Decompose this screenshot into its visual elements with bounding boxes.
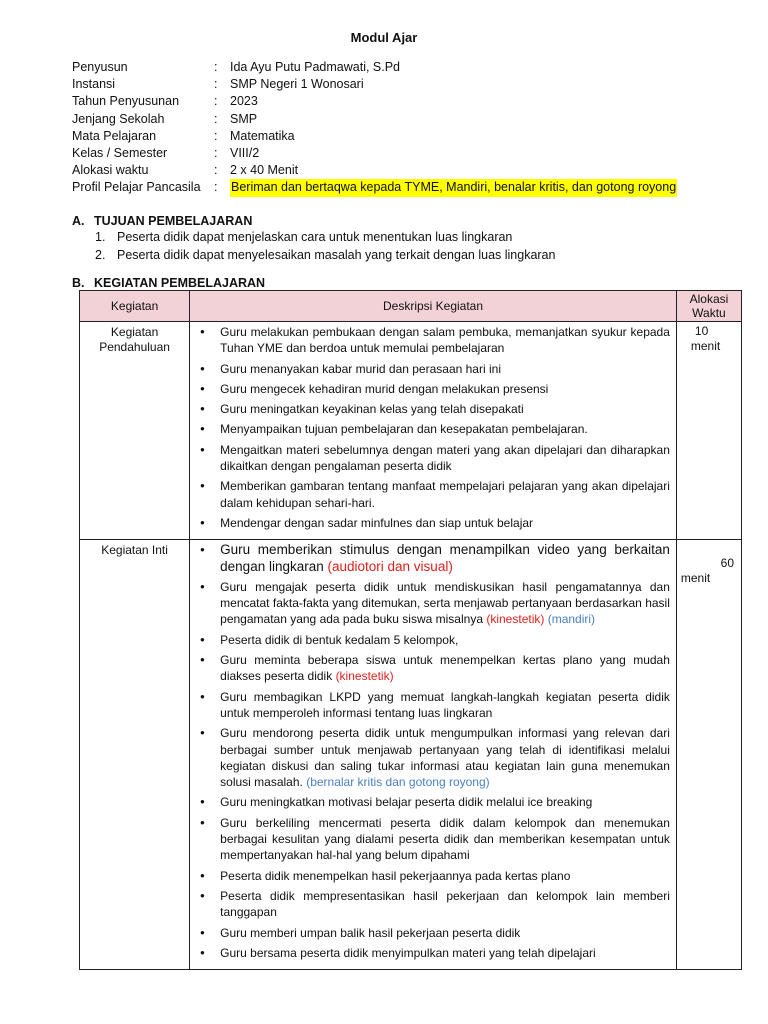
identity-label: Kelas / Semester xyxy=(72,145,168,160)
time-number: 60 xyxy=(720,556,734,571)
identity-label: Jenjang Sekolah xyxy=(72,111,165,126)
objective-item xyxy=(95,229,555,247)
activity-item xyxy=(220,478,670,511)
document-title: Modul Ajar xyxy=(350,30,418,45)
time-number: 10 xyxy=(694,324,709,338)
activity-text: Peserta didik mempresentasikan hasil pekerjaan dan kelompok lain memberi tanggapan xyxy=(220,888,670,920)
activity-item xyxy=(220,794,670,810)
activity-item xyxy=(220,442,670,475)
identity-value: SMP xyxy=(230,111,258,126)
identity-colon: : xyxy=(214,77,218,92)
activity-item xyxy=(220,324,670,357)
activity-text: Guru bersama peserta didik menyimpulkan materi yang telah dipelajari xyxy=(220,945,596,960)
section-a-title: TUJUAN PEMBELAJARAN xyxy=(94,214,253,228)
objective-number: 2. xyxy=(95,247,106,262)
activity-list xyxy=(190,540,676,969)
time-unit: menit xyxy=(690,339,721,353)
activity-item xyxy=(220,401,670,417)
identity-colon: : xyxy=(214,145,218,160)
header-alokasi: Alokasi Waktu xyxy=(676,291,741,322)
activity-item xyxy=(220,689,670,722)
activity-text: Guru memberi umpan balik hasil pekerjaan peserta didik xyxy=(220,925,521,940)
identity-label: Penyusun xyxy=(72,60,128,74)
activity-item xyxy=(220,868,670,884)
identity-value-highlighted: Beriman dan bertaqwa kepada TYME, Mandiri, benalar kritis, dan gotong royong xyxy=(230,179,677,196)
table-row-pendahuluan xyxy=(80,322,742,540)
phase-pendahuluan: Kegiatan Pendahuluan xyxy=(80,322,190,540)
identity-colon: : xyxy=(214,163,218,178)
activity-text: Peserta didik di bentuk kedalam 5 kelompok, xyxy=(220,632,459,647)
activity-text: Guru mengecek kehadiran murid dengan melakukan presensi xyxy=(220,381,549,396)
identity-colon: : xyxy=(214,60,218,74)
activity-text: Guru membagikan LKPD yang memuat langkah-langkah kegiatan peserta didik untuk memperoleh informasi tentang luas lingkaran xyxy=(220,689,670,720)
section-b-heading xyxy=(72,276,265,290)
objectives-list xyxy=(95,229,555,264)
activity-text: Guru mengajak peserta didik untuk mendiskusikan hasil pengamatannya dan mencatat fakta-fakta yang ditemukan, serta menjawab pertanyaan berdasarkan hasil pengamatan yang ada pada buku siswa misalnya xyxy=(220,579,670,627)
section-b-letter: B. xyxy=(72,276,85,290)
activity-text: Mendengar dengan sadar minfulnes dan siap untuk belajar xyxy=(220,515,534,530)
identity-value: 2023 xyxy=(230,94,258,109)
activity-item xyxy=(220,945,670,961)
activity-text: Peserta didik menempelkan hasil pekerjaannya pada kertas plano xyxy=(220,868,571,883)
activity-list xyxy=(190,322,676,539)
identity-label: Profil Pelajar Pancasila xyxy=(72,180,201,195)
identity-value: SMP Negeri 1 Wonosari xyxy=(230,77,364,92)
activity-item xyxy=(220,515,670,531)
identity-value: VIII/2 xyxy=(230,145,260,160)
activity-text: Mengaitkan materi sebelumnya dengan materi yang akan dipelajari dan diharapkan dikaitkan dengan pengalaman peserta didik xyxy=(220,442,670,474)
time-inti xyxy=(676,540,741,970)
description-inti xyxy=(190,540,677,970)
identity-label: Instansi xyxy=(72,77,116,92)
activity-tag-red: (audiotori dan visual) xyxy=(327,558,453,574)
header-kegiatan: Kegiatan xyxy=(80,291,190,322)
objective-number: 1. xyxy=(95,230,106,244)
activity-item xyxy=(220,925,670,941)
objective-text: Peserta didik dapat menjelaskan cara untuk menentukan luas lingkaran xyxy=(117,230,513,244)
activity-item xyxy=(220,632,670,648)
activity-item xyxy=(220,579,670,628)
activity-item xyxy=(220,815,670,864)
identity-value: Ida Ayu Putu Padmawati, S.Pd xyxy=(230,60,401,74)
identity-label: Alokasi waktu xyxy=(72,163,149,178)
objective-text: Peserta didik dapat menyelesaikan masalah yang terkait dengan luas lingkaran xyxy=(117,247,556,262)
header-deskripsi: Deskripsi Kegiatan xyxy=(190,291,677,322)
activity-text: Memberikan gambaran tentang manfaat mempelajari pelajaran yang akan dipelajari dalam kehidupan sehari-hari. xyxy=(220,479,670,510)
activity-tag-blue: (bernalar kritis dan gotong royong) xyxy=(306,775,490,790)
section-a-heading xyxy=(72,214,252,228)
activity-text: Guru mendorong peserta didik untuk mengumpulkan informasi yang relevan dari berbagai sumber untuk menjawab pertanyaan yang telah di identifikasi melalui kegiatan diskusi dan saling tukar informasi atau kegiatan lain guna menemukan solusi masalah. xyxy=(220,726,670,790)
activity-text: Guru melakukan pembukaan dengan salam pembuka, memanjatkan syukur kepada Tuhan YME dan berdoa untuk memulai pembelajaran xyxy=(220,325,670,356)
objective-item xyxy=(95,247,555,265)
activities-table xyxy=(79,290,742,970)
identity-colon: : xyxy=(214,128,218,143)
activity-text: Guru memberikan stimulus dengan menampilkan video yang berkaitan dengan lingkaran xyxy=(220,542,670,574)
section-b-title: KEGIATAN PEMBELAJARAN xyxy=(94,276,266,290)
identity-colon: : xyxy=(214,180,218,195)
activity-text: Guru berkeliling mencermati peserta didik dalam kelompok dan menemukan berbagai kesulitan yang dialami peserta didik dan memberikan kesempatan untuk mempertanyakan hal-hal yang belum dipahami xyxy=(220,815,670,863)
section-a-letter: A. xyxy=(72,214,85,228)
table-row-inti xyxy=(80,540,742,970)
phase-inti: Kegiatan Inti xyxy=(80,540,190,970)
description-pendahuluan xyxy=(190,322,677,540)
activity-text: Menyampaikan tujuan pembelajaran dan kesepakatan pembelajaran. xyxy=(220,422,588,437)
activity-item xyxy=(220,361,670,377)
identity-colon: : xyxy=(214,111,218,126)
activity-tag-red: (kinestetik) xyxy=(335,669,394,684)
activity-item xyxy=(220,652,670,685)
identity-value: 2 x 40 Menit xyxy=(230,163,299,178)
time-unit: menit xyxy=(680,571,711,586)
time-pendahuluan xyxy=(676,322,741,540)
activity-item xyxy=(220,725,670,790)
activity-tag-red: (kinestetik) xyxy=(486,612,545,627)
activity-tag-blue: (mandiri) xyxy=(547,612,596,627)
activity-text: Guru meningkatkan motivasi belajar peserta didik melalui ice breaking xyxy=(220,795,593,810)
activity-text: Guru meningatkan keyakinan kelas yang telah disepakati xyxy=(220,402,524,417)
identity-label: Tahun Penyusunan xyxy=(72,94,180,109)
activity-text: Guru menanyakan kabar murid dan perasaan hari ini xyxy=(220,361,501,376)
table-header-row xyxy=(80,291,742,322)
activity-item xyxy=(220,542,670,575)
activity-item xyxy=(220,421,670,437)
identity-value: Matematika xyxy=(230,128,295,143)
activity-text: Guru meminta beberapa siswa untuk menempelkan kertas plano yang mudah diakses peserta didik xyxy=(220,653,670,684)
activity-item xyxy=(220,888,670,921)
identity-label: Mata Pelajaran xyxy=(72,128,157,143)
activity-item xyxy=(220,381,670,397)
identity-colon: : xyxy=(214,94,218,109)
